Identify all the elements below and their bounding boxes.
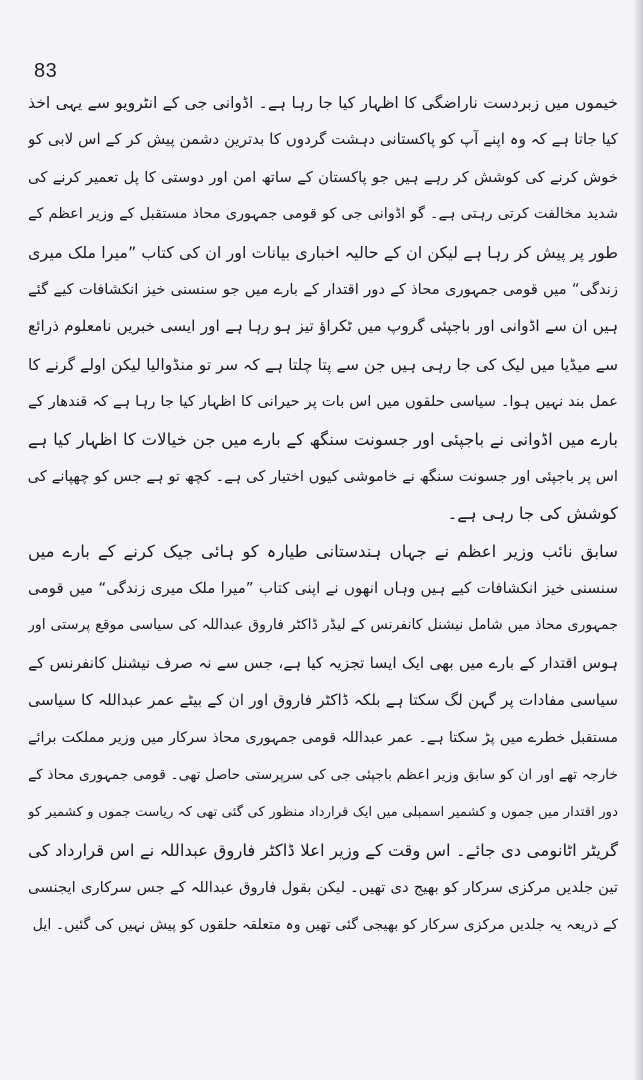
text-body [28, 84, 618, 944]
text-line: شدید مخالفت کرتی رہتی ہے۔ گو اڈوانی جی کو قومی جمہوری محاذ مستقبل کے وزیر اعظم کے [28, 206, 618, 223]
text-line: بارے میں اڈوانی نے باجپئی اور جسونت سنگھ کے بارے میں جن خیالات کا اظہار کیا ہے [28, 429, 618, 449]
text-line: زندگی“ میں قومی جمہوری محاذ کے دور اقتدار کے بارے میں جو سنسنی خیز انکشافات کیے گئے [28, 280, 618, 298]
page-number: 83 [34, 60, 58, 82]
text-line: دور اقتدار میں جموں و کشمیر اسمبلی میں ایک قرارداد منظور کی گئی تھی کہ ریاست جموں و کشمیر کو [28, 805, 618, 821]
text-line: خیموں میں زبردست ناراضگی کا اظہار کیا جا رہا ہے۔ اڈوانی جی کے انٹرویو سے یہی اخذ [28, 93, 618, 112]
text-line: خارجہ تھے اور ان کو سابق وزیر اعظم باجپئی جی کی سرپرستی حاصل تھی۔ قومی جمہوری محاذ کے [28, 767, 618, 784]
text-line: تین جلدیں مرکزی سرکار کو بھیج دی تھیں۔ لیکن بقول فاروق عبداللہ کے جس سرکاری ایجنسی [28, 879, 618, 897]
text-line: سنسنی خیز انکشافات کیے ہیں وہاں انھوں نے اپنی کتاب ”میرا ملک میری زندگی“ میں قومی [28, 579, 618, 598]
text-line: مستقبل خطرے میں پڑ سکتا ہے۔ عمر عبداللہ قومی جمہوری محاذ سرکار میں وزیر مملکت برائے [28, 729, 618, 746]
text-line: کیا جاتا ہے کہ وہ اپنے آپ کو پاکستانی دہشت گردوں کا بدترین دشمن پیش کر کے اس لابی کو [28, 130, 618, 149]
paragraph [28, 84, 618, 533]
text-line: ہیں ان سے اڈوانی اور باجپئی گروپ میں ٹکراؤ تیز ہو رہا ہے اور ایسی خبریں نامعلوم ذرائع [28, 317, 618, 336]
text-line: عمل بند نہیں ہوا۔ سیاسی حلقوں میں اس بات پر حیرانی کا اظہار کیا جا رہا ہے کہ قندھار کے [28, 393, 618, 411]
text-line: سیاسی مفادات پر گہن لگ سکتا ہے بلکہ ڈاکٹر فاروق اور ان کے بیٹے عمر عبداللہ کا سیاسی [28, 691, 618, 710]
text-line: سے میڈیا میں لیک کی جا رہی ہیں جن سے پتا چلتا ہے کہ سر تو منڈوالیا لیکن اولے گرنے کا [28, 354, 618, 374]
text-line: سابق نائب وزیر اعظم نے جہاں ہندستانی طیارہ کو ہائی جیک کرنے کے بارے میں [28, 541, 618, 561]
text-line: ہوس اقتدار کے بارے میں بھی ایک ایسا تجزیہ کیا ہے، جس سے نہ صرف نیشنل کانفرنس کے [28, 653, 618, 672]
text-line: کوشش کی جا رہی ہے۔ [447, 504, 618, 524]
text-line: طور پر پیش کر رہا ہے لیکن ان کے حالیہ اخباری بیانات اور ان کی کتاب ”میرا ملک میری [28, 242, 618, 262]
paragraph [28, 533, 618, 944]
text-line: خوش کرنے کی کوشش کر رہے ہیں جو پاکستان کے ساتھ امن اور دوستی کا پل تعمیر کرنے کی [28, 168, 618, 186]
text-line: گریٹر اٹانومی دی جائے۔ اس وقت کے وزیر اعلا ڈاکٹر فاروق عبداللہ نے اس قرارداد کی [28, 840, 618, 860]
text-line: کے ذریعہ یہ جلدیں مرکزی سرکار کو بھیجی گئی تھیں وہ متعلقہ حلقوں کو پیش نہیں کی گئیں۔ ایل [32, 916, 618, 933]
text-line: جمہوری محاذ میں شامل نیشنل کانفرنس کے لیڈر ڈاکٹر فاروق عبداللہ کی سیاسی موقع پرستی اور [28, 617, 618, 634]
text-line: اس پر باجپئی اور جسونت سنگھ نے خاموشی کیوں اختیار کی ہے۔ کچھ تو ہے جس کو چھپانے کی [28, 467, 618, 485]
page-edge-shadow [633, 0, 643, 1080]
